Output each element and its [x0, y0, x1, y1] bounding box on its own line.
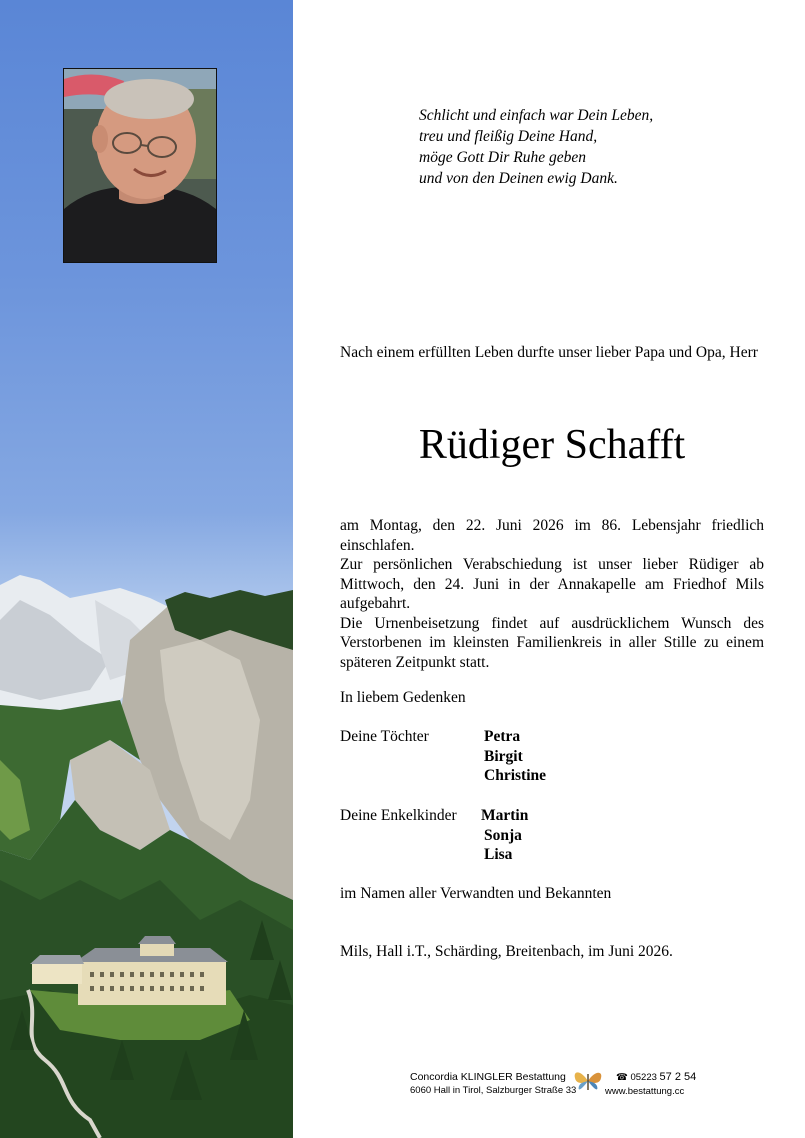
phone-number: 57 2 54 — [659, 1071, 697, 1083]
company-name: Concordia KLINGLER Bestattung — [410, 1071, 566, 1083]
phone-prefix: 05223 — [630, 1072, 657, 1083]
landscape-panel — [0, 0, 293, 1138]
deceased-name: Rüdiger Schafft — [418, 422, 686, 468]
announcement-body — [340, 516, 764, 672]
poem-line: Schlicht und einfach war Dein Leben, — [419, 107, 654, 124]
portrait-photo — [63, 68, 217, 263]
company-address: 6060 Hall in Tirol, Salzburger Straße 33 — [410, 1085, 577, 1096]
poem-line: möge Gott Dir Ruhe geben — [419, 149, 587, 166]
phone-line — [616, 1070, 696, 1085]
relatives-line: im Namen aller Verwandten und Bekannten — [340, 885, 612, 902]
footer-contact — [605, 1070, 697, 1099]
daughter-name: Petra — [484, 728, 521, 745]
daughters-label: Deine Töchter — [340, 728, 429, 745]
butterfly-icon — [573, 1068, 603, 1094]
grandchild-name: Martin — [481, 807, 529, 824]
grandchild-name: Lisa — [484, 846, 513, 863]
footer-company — [410, 1070, 576, 1098]
daughter-name: Christine — [484, 767, 546, 784]
phone-icon: ☎ — [616, 1072, 628, 1083]
intro-text: Nach einem erfüllten Leben durfte unser lieber Papa und Opa, Herr — [340, 344, 758, 361]
daughters-list — [484, 727, 546, 786]
poem — [419, 105, 739, 189]
daughter-name: Birgit — [484, 747, 523, 765]
poem-line: und von den Deinen ewig Dank. — [419, 170, 618, 187]
website-link[interactable]: www.bestattung.cc — [605, 1086, 685, 1097]
poem-line: treu und fleißig Deine Hand, — [419, 128, 598, 145]
body-paragraph: am Montag, den 22. Juni 2026 im 86. Lebensjahr friedlich einschlafen. — [340, 517, 764, 554]
body-paragraph: Die Urnenbeisetzung findet auf ausdrücklichem Wunsch des Verstorbenen im kleinsten Familienkreis in aller Stille zu einem späteren Zeitpunkt statt. — [340, 614, 764, 671]
places-line: Mils, Hall i.T., Schärding, Breitenbach, im Juni 2026. — [340, 943, 673, 960]
grandchild-name: Sonja — [484, 826, 522, 844]
memory-line: In liebem Gedenken — [340, 689, 466, 706]
body-paragraph: Zur persönlichen Verabschiedung ist unser lieber Rüdiger ab Mittwoch, den 24. Juni in der Annakapelle am Friedhof Mils aufgebahrt. — [340, 556, 764, 612]
grandchildren-list — [481, 806, 528, 865]
grandchildren-label: Deine Enkelkinder — [340, 807, 457, 824]
